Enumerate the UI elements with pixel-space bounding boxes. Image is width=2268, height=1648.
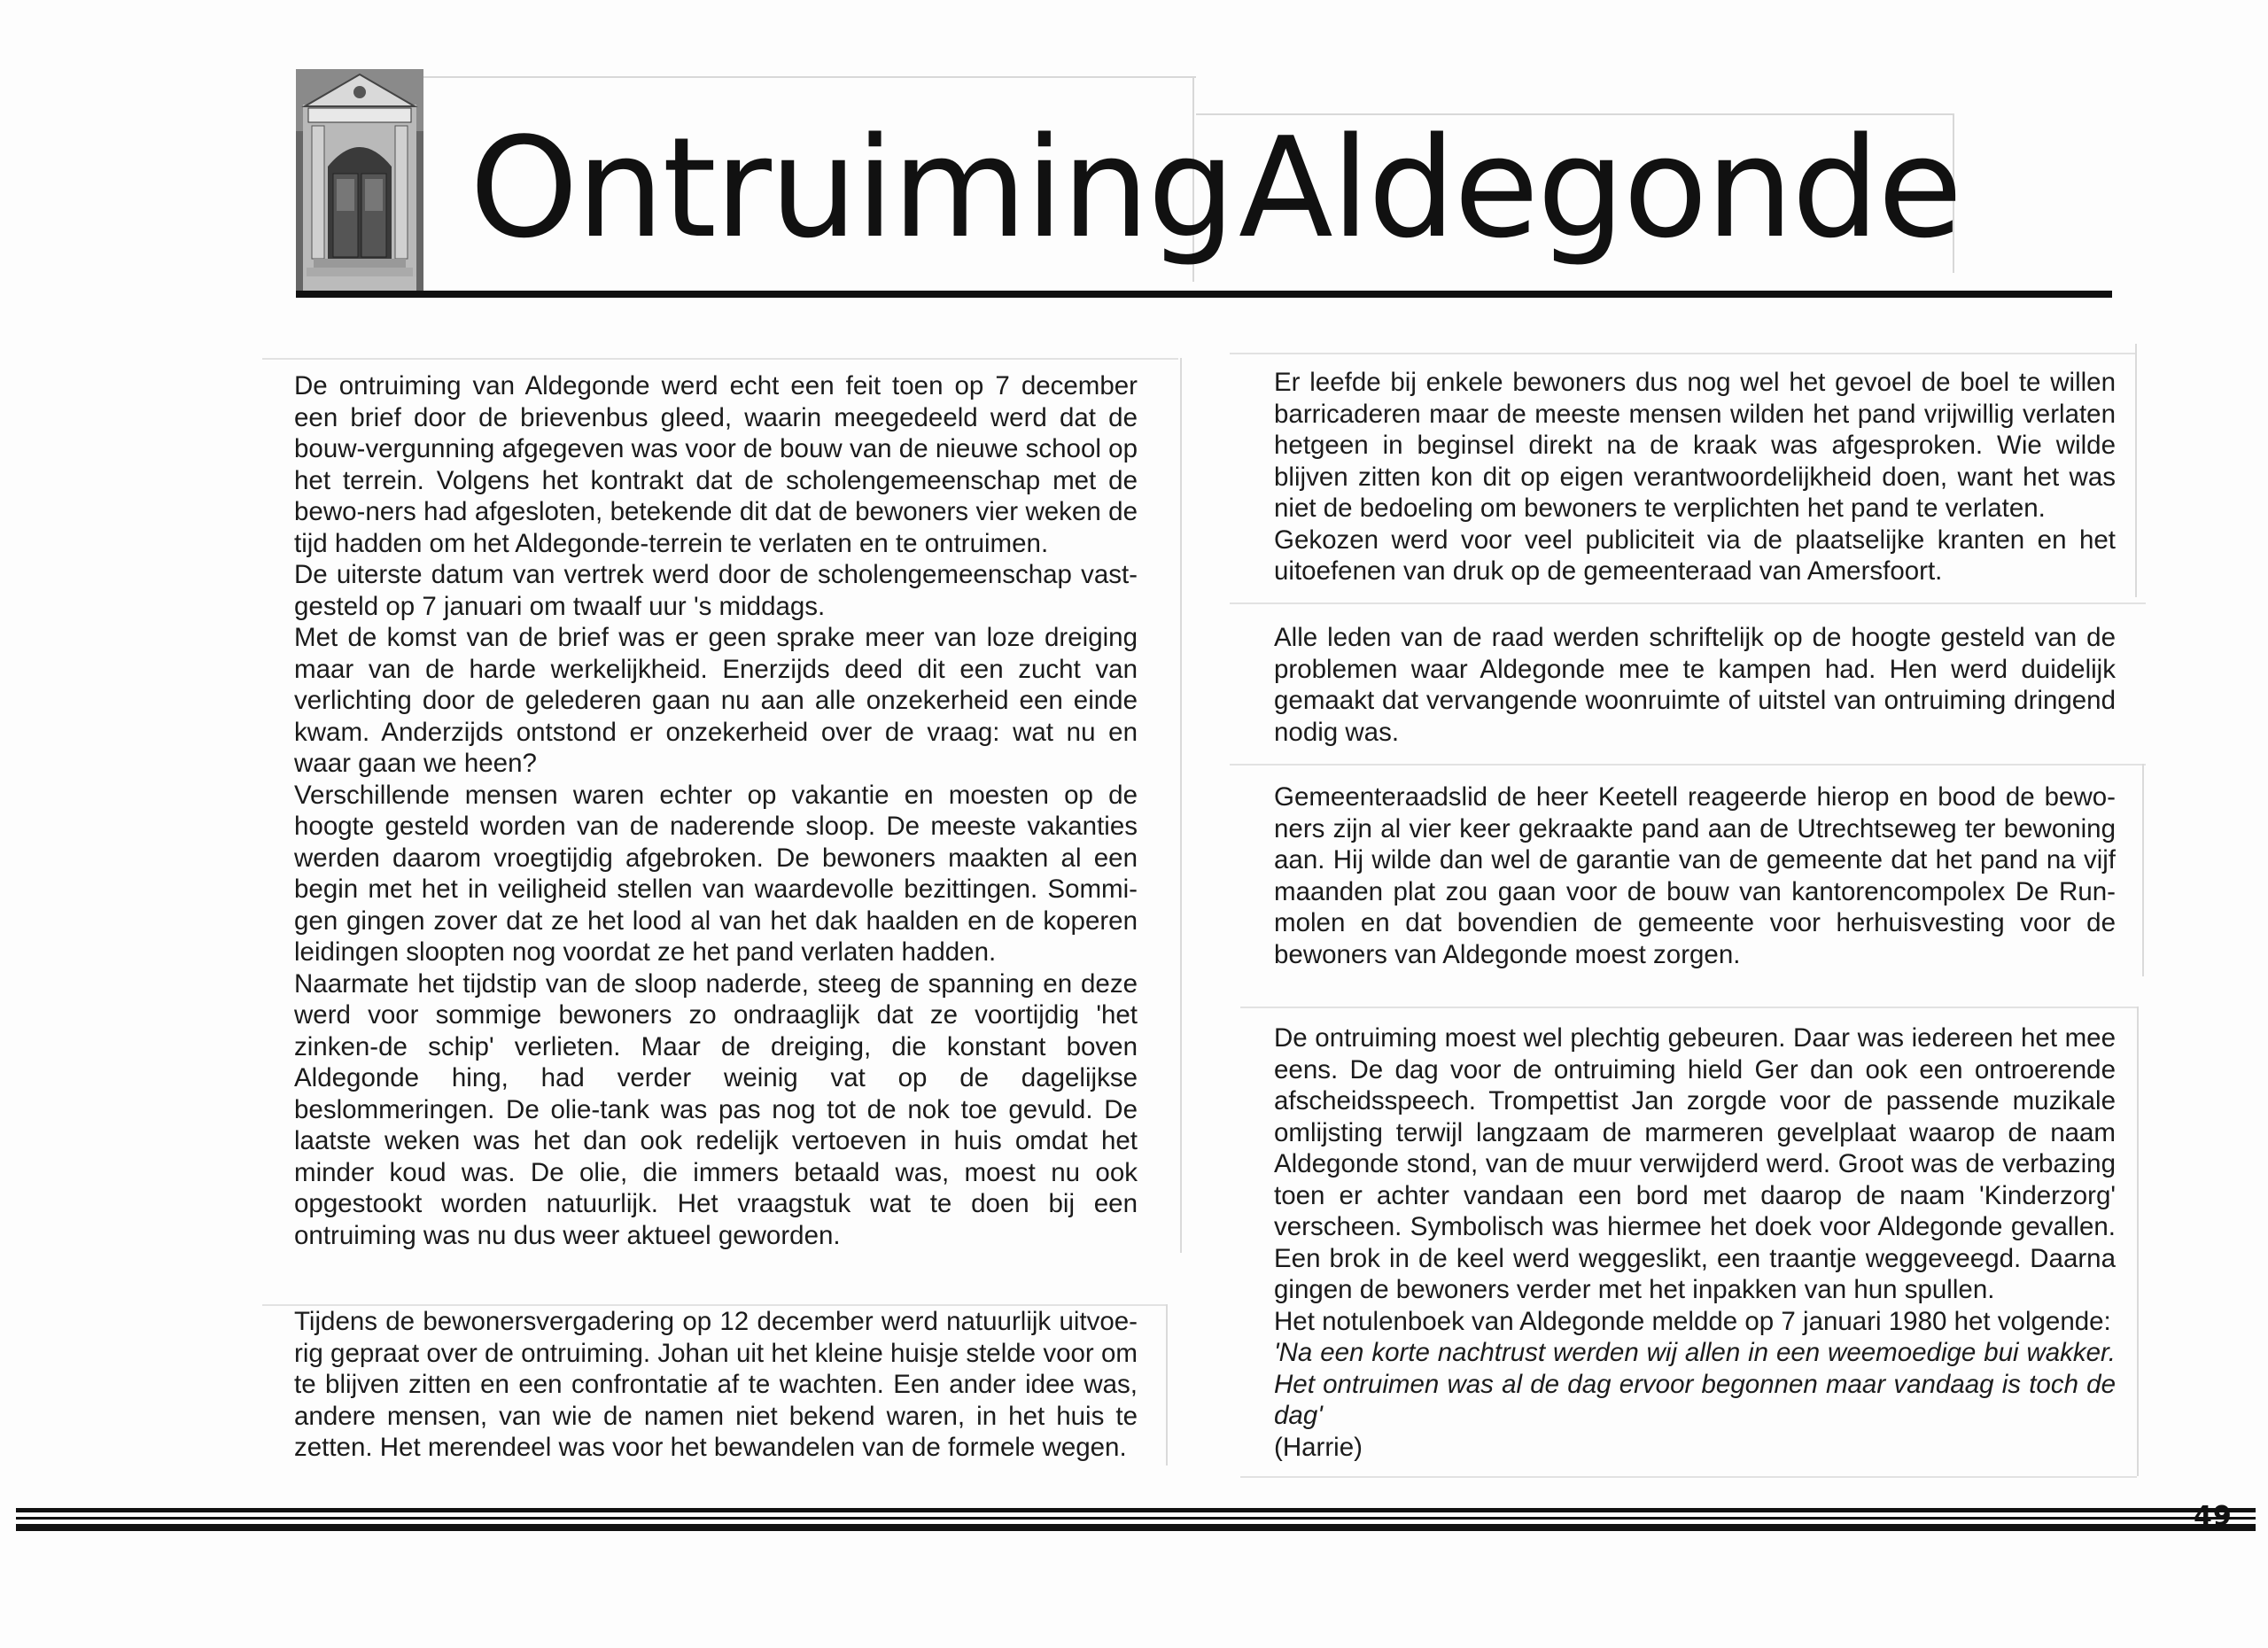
clipping-edge — [1230, 602, 2146, 604]
paragraph: Met de komst van de brief was er geen sprake meer van loze dreiging maar van de harde werkelijkheid. Enerzijds deed dit een zucht van verlichting door de gelederen gaan nu aan alle onzekerheid een einde kwam. Anderzijds ontstond er onzekerheid over de vraag: wat nu en waar gaan we heen? — [294, 623, 1138, 778]
aldegonde-building-photo — [296, 69, 423, 291]
article-right-block-4 — [1274, 1022, 2116, 1463]
page-number: 49 — [2194, 1501, 2233, 1532]
clipping-edge — [2135, 344, 2137, 597]
paragraph: Gekozen werd voor veel publiciteit via de plaatselijke kranten en het uitoefenen van druk op de gemeenteraad van Amersfoort. — [1274, 525, 2116, 586]
clipping-edge — [1230, 353, 2137, 354]
paragraph: Verschillende mensen waren echter op vakantie en moesten op de hoogte gesteld worden van de naderende sloop. De meeste vakanties werden daarom vroegtijdig afgebroken. De bewoners maakten al een begin met het in veiligheid stellen van waardevolle bezittingen. Sommi-gen gingen zover dat ze het lood al van het dak haalden en de koperen leidingen sloopten nog voordat ze het pand verlaten hadden. — [294, 780, 1138, 967]
footer-rule — [16, 1508, 2256, 1512]
paste-edge — [423, 76, 1196, 78]
clipping-edge — [1230, 764, 2146, 766]
article-left-block-2 — [294, 1306, 1138, 1464]
footer-rule — [16, 1524, 2256, 1531]
header-rule — [296, 291, 2112, 298]
paragraph: Tijdens de bewonersvergadering op 12 december werd natuurlijk uitvoe-rig gepraat over de ontruiming. Johan uit het kleine huisje stelde voor om te blijven zitten en een confrontatie af te wachten. Een ander idee was, andere mensen, van wie de namen niet bekend waren, in het huis te zetten. Het merendeel was voor het bewandelen van de formele wegen. — [294, 1307, 1138, 1462]
author-signature: (Harrie) — [1274, 1432, 1363, 1462]
clipping-edge — [2137, 1007, 2139, 1476]
clipping-edge — [1240, 1007, 2137, 1008]
clipping-edge — [262, 358, 1178, 360]
clipping-edge — [1240, 1476, 2137, 1478]
article-right-block-1 — [1274, 367, 2116, 587]
title-part-ontruiming: Ontruiming — [470, 107, 1234, 268]
footer-rule — [16, 1517, 2256, 1520]
paragraph: De ontruiming van Aldegonde werd echt een feit toen op 7 december een brief door de brievenbus gleed, waarin meegedeeld werd dat de bouw-vergunning afgegeven was voor de bouw van de nieuwe school op het terrein. Volgens het kontrakt dat de scholengemeenschap met de bewo-ners had afgesloten, betekende dit dat de bewoners vier weken de tijd hadden om het Aldegonde-terrein te verlaten en te ontruimen. — [294, 371, 1138, 558]
clipping-edge — [2142, 764, 2144, 976]
paragraph: Er leefde bij enkele bewoners dus nog wel het gevoel de boel te willen barricaderen maar de meeste mensen wilden het pand vrijwillig verlaten hetgeen in beginsel direkt na de kraak was afgesproken. Wie wilde blijven zitten kon dit op eigen verantwoordelijkheid doen, want het was niet de bedoeling om bewoners te verplichten het pand te verlaten. — [1274, 368, 2116, 523]
article-left-block-1 — [294, 370, 1138, 1251]
clipping-edge — [1180, 358, 1182, 1253]
title-part-aldegonde: Aldegonde — [1239, 107, 1961, 268]
article-right-block-2 — [1274, 622, 2116, 748]
paragraph: De uiterste datum van vertrek werd door de scholengemeenschap vast-gesteld op 7 januari om twaalf uur 's middags. — [294, 560, 1138, 621]
paragraph: Het notulenboek van Aldegonde meldde op 7 januari 1980 het volgende: — [1274, 1306, 2111, 1336]
clipping-edge — [1166, 1304, 1168, 1465]
paragraph: Gemeenteraadslid de heer Keetell reageerde hierop en bood de bewo-ners zijn al vier keer gekraakte pand aan de Utrechtseweg ter bewoning aan. Hij wilde dan wel de garantie van de gemeente dat het pand na vijf maanden plat zou gaan voor de bouw van kantorencompolex De Run-molen en dat bovendien de gemeente voor herhuisvesting voor de bewoners van Aldegonde moest zorgen. — [1274, 782, 2116, 969]
article-right-block-3 — [1274, 781, 2116, 970]
paragraph: De ontruiming moest wel plechtig gebeuren. Daar was iedereen het mee eens. De dag voor de ontruiming hield Ger dan ook een ontroerende afscheidsspeech. Trompettist Jan zorgde voor de passende muzikale omlijsting terwijl langzaam de marmeren gevelplaat waarop de naam Aldegonde stond, van de muur verwijderd werd. Groot was de verbazing toen er achter vandaan een bord met daarop de naam 'Kinderzorg' verscheen. Symbolisch was hiermee het doek voor Aldegonde gevallen. Een brok in de keel werd weggeslikt, een traantje weggeveegd. Daarna gingen de bewoners verder met het inpakken van hun spullen. — [1274, 1023, 2116, 1304]
paragraph: Naarmate het tijdstip van de sloop naderde, steeg de spanning en deze werd voor sommige bewoners zo ondraaglijk dat ze voortijdig 'het zinken-de schip' verlieten. Maar de dreiging, die konstant boven Aldegonde hing, had verder weinig vat op de dagelijkse beslommeringen. De olie-tank was pas nog tot de nok toe gevuld. De laatste weken was het dan ook redelijk vertoeven in huis omdat het minder koud was. De olie, die immers betaald was, moest nu ook opgestookt worden natuurlijk. Het vraagstuk wat te doen bij een ontruiming was nu dus weer aktueel geworden. — [294, 968, 1138, 1250]
notulenboek-quote: 'Na een korte nachtrust werden wij allen in een weemoedige bui wakker. Het ontruimen was al de dag ervoor begonnen maar vandaag is toch de dag' — [1274, 1338, 2116, 1430]
paragraph: Alle leden van de raad werden schriftelijk op de hoogte gesteld van de problemen waar Aldegonde mee te kampen had. Hen werd duidelijk gemaakt dat vervangende woonruimte of uitstel van ontruiming dringend nodig was. — [1274, 623, 2116, 747]
